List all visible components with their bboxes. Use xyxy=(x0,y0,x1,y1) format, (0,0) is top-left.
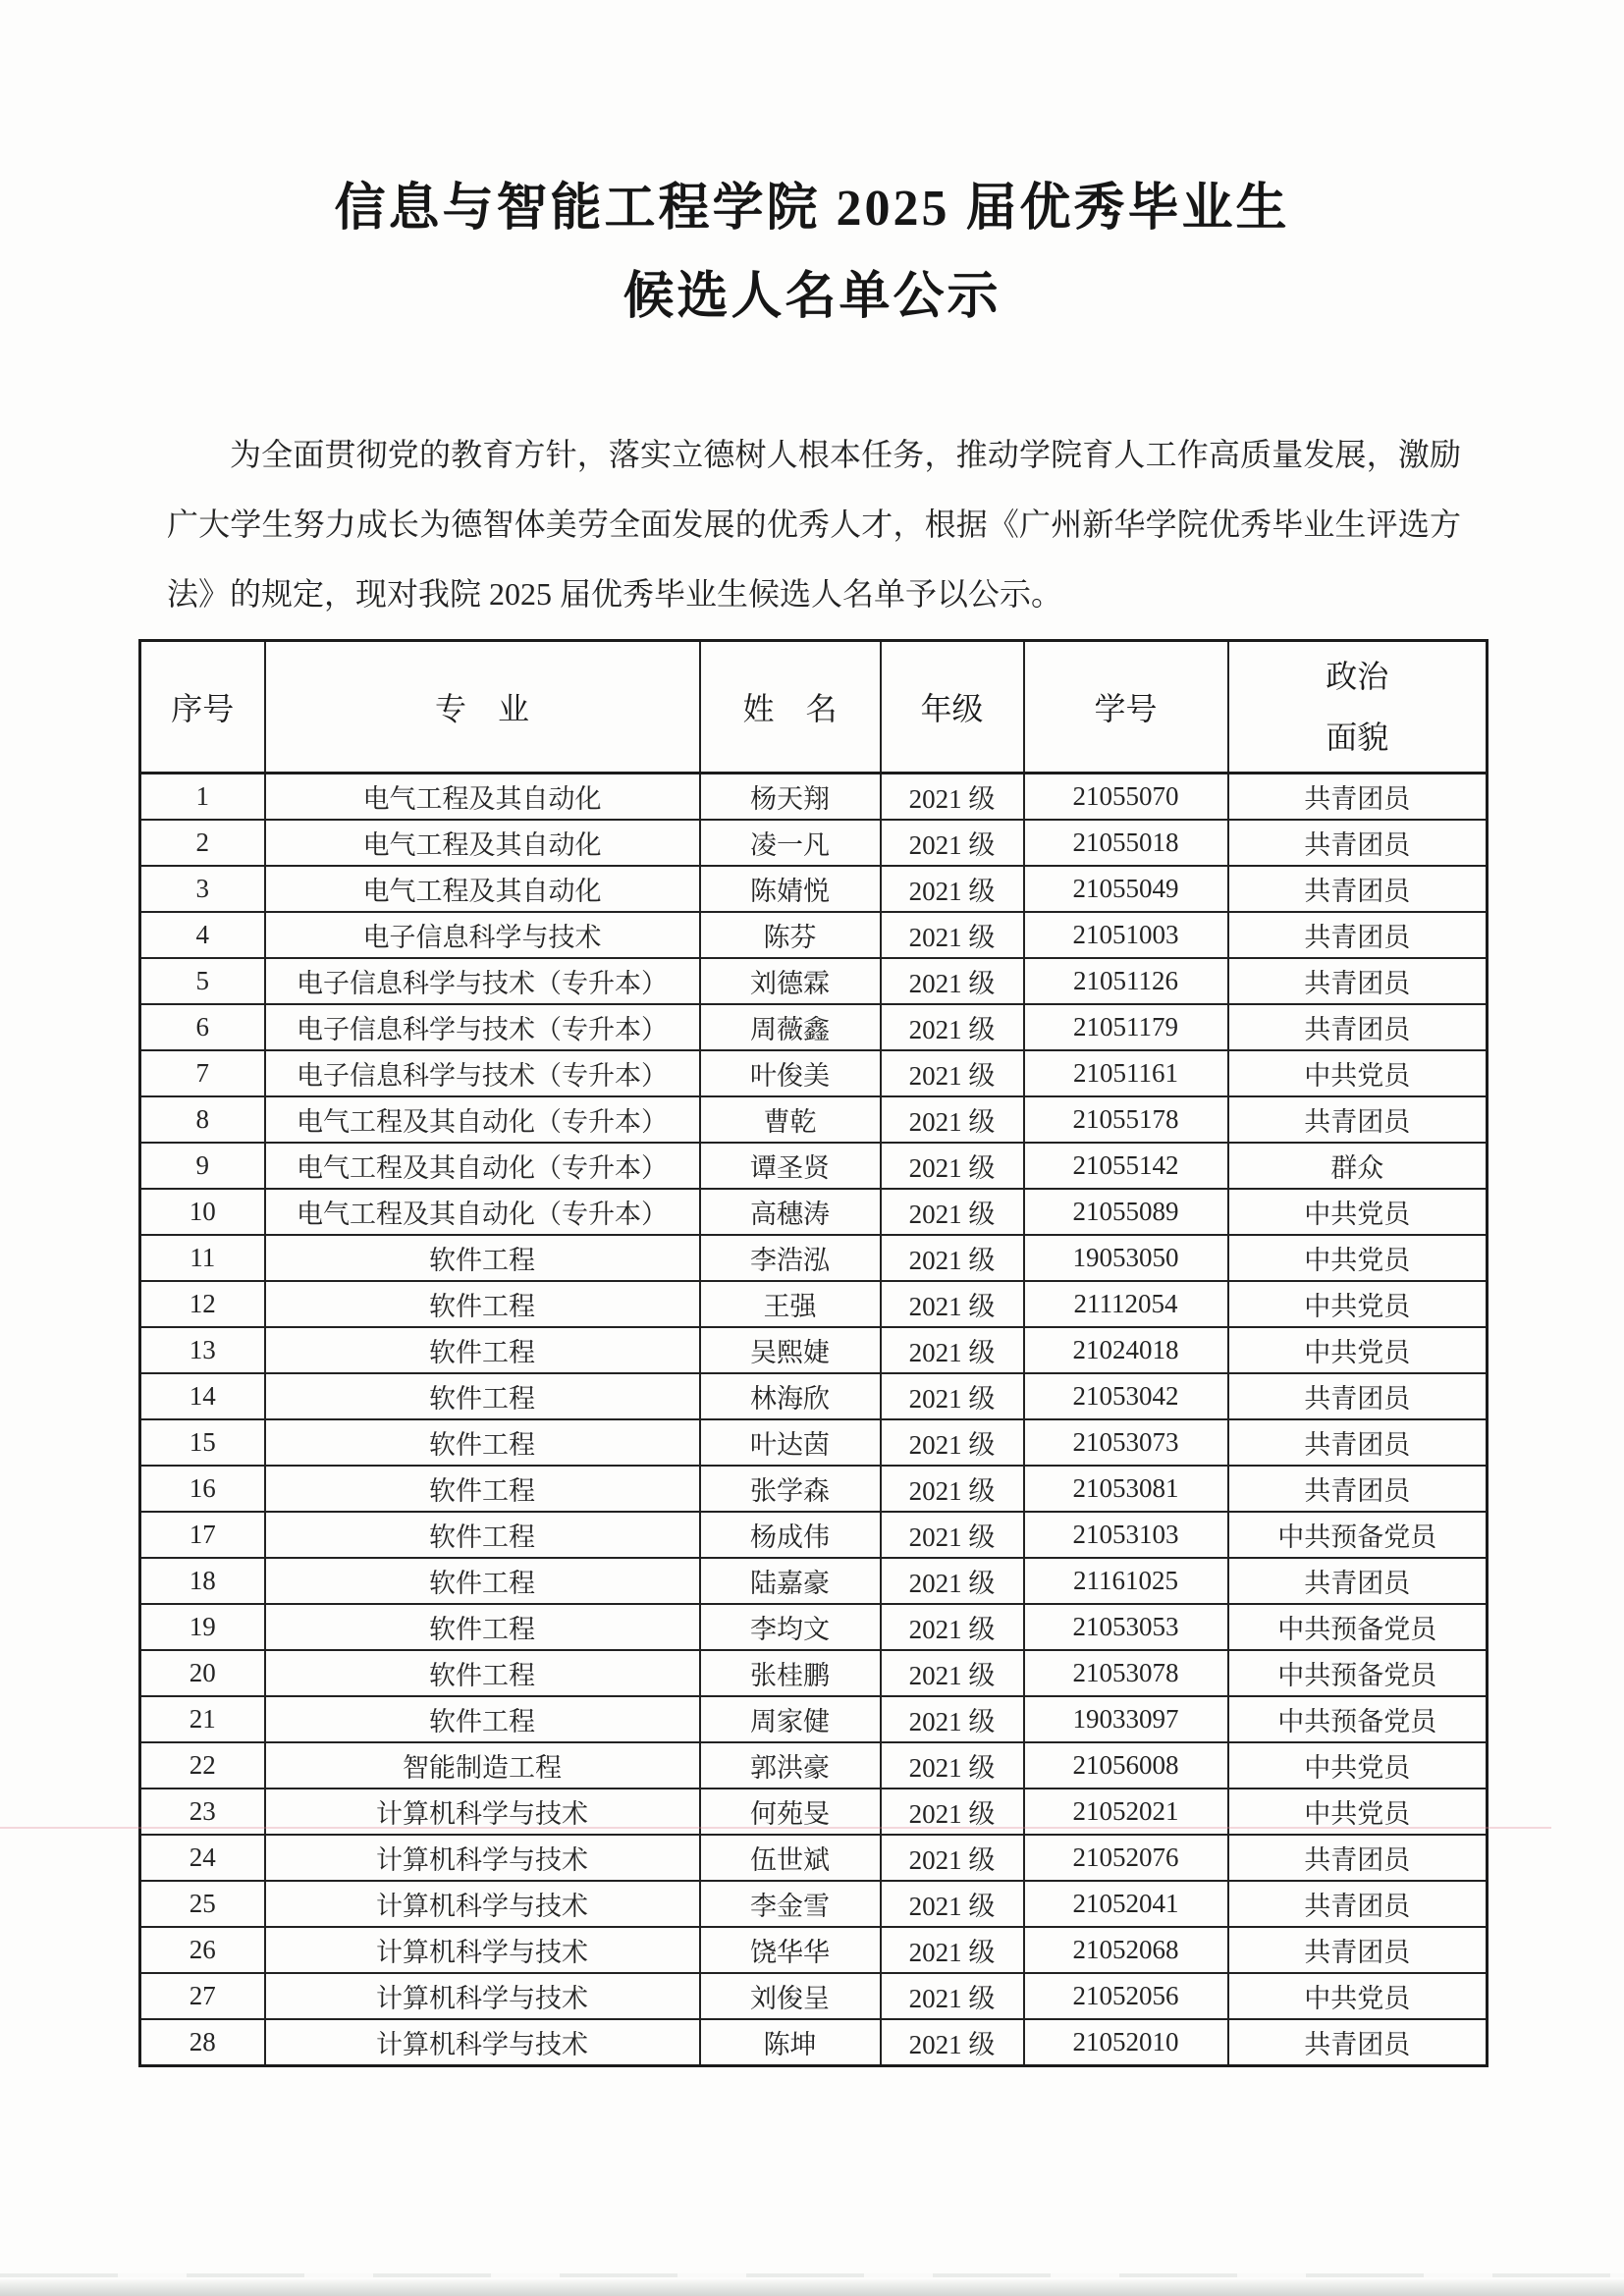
cell-no: 7 xyxy=(140,1050,265,1096)
table-row xyxy=(140,1973,1488,2019)
cell-major: 计算机科学与技术 xyxy=(265,2019,700,2066)
cell-name: 陈芬 xyxy=(700,912,881,958)
table-row xyxy=(140,1789,1488,1835)
header-cell-name: 姓 名 xyxy=(700,641,881,774)
table-row xyxy=(140,1189,1488,1235)
table-row xyxy=(140,1373,1488,1419)
cell-grade: 2021 级 xyxy=(881,1143,1024,1189)
cell-major: 电子信息科学与技术 xyxy=(265,912,700,958)
cell-student-id: 21052041 xyxy=(1024,1881,1228,1927)
cell-no: 8 xyxy=(140,1096,265,1143)
cell-name: 陈婧悦 xyxy=(700,866,881,912)
cell-no: 19 xyxy=(140,1604,265,1650)
cell-grade: 2021 级 xyxy=(881,1927,1024,1973)
cell-student-id: 21053042 xyxy=(1024,1373,1228,1419)
cell-student-id: 21056008 xyxy=(1024,1742,1228,1789)
cell-no: 3 xyxy=(140,866,265,912)
cell-name: 王强 xyxy=(700,1281,881,1327)
cell-no: 23 xyxy=(140,1789,265,1835)
cell-grade: 2021 级 xyxy=(881,1235,1024,1281)
cell-no: 20 xyxy=(140,1650,265,1696)
cell-political: 共青团员 xyxy=(1228,1373,1488,1419)
table-row xyxy=(140,2019,1488,2066)
cell-grade: 2021 级 xyxy=(881,774,1024,821)
cell-major: 电气工程及其自动化 xyxy=(265,774,700,821)
cell-grade: 2021 级 xyxy=(881,1096,1024,1143)
cell-no: 24 xyxy=(140,1835,265,1881)
cell-major: 电气工程及其自动化（专升本） xyxy=(265,1189,700,1235)
cell-grade: 2021 级 xyxy=(881,866,1024,912)
cell-student-id: 21052010 xyxy=(1024,2019,1228,2066)
table-row xyxy=(140,1143,1488,1189)
cell-major: 电气工程及其自动化（专升本） xyxy=(265,1143,700,1189)
cell-political: 共青团员 xyxy=(1228,912,1488,958)
cell-no: 14 xyxy=(140,1373,265,1419)
cell-major: 软件工程 xyxy=(265,1696,700,1742)
table-row xyxy=(140,1650,1488,1696)
table-row xyxy=(140,866,1488,912)
cell-name: 刘俊呈 xyxy=(700,1973,881,2019)
cell-grade: 2021 级 xyxy=(881,1373,1024,1419)
cell-student-id: 21055018 xyxy=(1024,820,1228,866)
cell-major: 电子信息科学与技术（专升本） xyxy=(265,958,700,1004)
cell-student-id: 21051179 xyxy=(1024,1004,1228,1050)
cell-major: 计算机科学与技术 xyxy=(265,1835,700,1881)
cell-student-id: 21051126 xyxy=(1024,958,1228,1004)
cell-grade: 2021 级 xyxy=(881,1696,1024,1742)
cell-student-id: 19033097 xyxy=(1024,1696,1228,1742)
cell-political: 中共党员 xyxy=(1228,1327,1488,1373)
cell-no: 16 xyxy=(140,1466,265,1512)
cell-student-id: 21053078 xyxy=(1024,1650,1228,1696)
cell-name: 李金雪 xyxy=(700,1881,881,1927)
cell-political: 中共党员 xyxy=(1228,1235,1488,1281)
cell-name: 周薇鑫 xyxy=(700,1004,881,1050)
cell-grade: 2021 级 xyxy=(881,2019,1024,2066)
cell-grade: 2021 级 xyxy=(881,1558,1024,1604)
cell-major: 电气工程及其自动化 xyxy=(265,820,700,866)
table-row xyxy=(140,1004,1488,1050)
table-body xyxy=(140,774,1488,2066)
cell-student-id: 21055089 xyxy=(1024,1189,1228,1235)
cell-student-id: 21051003 xyxy=(1024,912,1228,958)
header-cell-major: 专 业 xyxy=(265,641,700,774)
cell-political: 中共预备党员 xyxy=(1228,1512,1488,1558)
cell-name: 杨成伟 xyxy=(700,1512,881,1558)
cell-no: 6 xyxy=(140,1004,265,1050)
cell-name: 叶达茵 xyxy=(700,1419,881,1466)
cell-political: 共青团员 xyxy=(1228,774,1488,821)
cell-major: 软件工程 xyxy=(265,1650,700,1696)
cell-student-id: 21052076 xyxy=(1024,1835,1228,1881)
cell-major: 电子信息科学与技术（专升本） xyxy=(265,1050,700,1096)
cell-no: 12 xyxy=(140,1281,265,1327)
table-row xyxy=(140,1281,1488,1327)
cell-major: 计算机科学与技术 xyxy=(265,1789,700,1835)
candidates-table xyxy=(138,639,1489,2067)
cell-grade: 2021 级 xyxy=(881,1881,1024,1927)
table-row xyxy=(140,1742,1488,1789)
cell-student-id: 21055070 xyxy=(1024,774,1228,821)
cell-no: 28 xyxy=(140,2019,265,2066)
cell-grade: 2021 级 xyxy=(881,958,1024,1004)
cell-political: 共青团员 xyxy=(1228,1927,1488,1973)
cell-name: 曹乾 xyxy=(700,1096,881,1143)
cell-name: 林海欣 xyxy=(700,1373,881,1419)
cell-no: 27 xyxy=(140,1973,265,2019)
cell-student-id: 21053053 xyxy=(1024,1604,1228,1650)
cell-major: 软件工程 xyxy=(265,1419,700,1466)
cell-no: 4 xyxy=(140,912,265,958)
cell-political: 共青团员 xyxy=(1228,866,1488,912)
cell-name: 伍世斌 xyxy=(700,1835,881,1881)
cell-political: 共青团员 xyxy=(1228,1004,1488,1050)
cell-name: 张桂鹏 xyxy=(700,1650,881,1696)
table-row xyxy=(140,1927,1488,1973)
cell-student-id: 21052021 xyxy=(1024,1789,1228,1835)
cell-political: 群众 xyxy=(1228,1143,1488,1189)
cell-major: 软件工程 xyxy=(265,1327,700,1373)
cell-no: 2 xyxy=(140,820,265,866)
cell-no: 1 xyxy=(140,774,265,821)
cell-name: 何苑旻 xyxy=(700,1789,881,1835)
header-cell-no: 序号 xyxy=(140,641,265,774)
cell-grade: 2021 级 xyxy=(881,820,1024,866)
cell-no: 26 xyxy=(140,1927,265,1973)
cell-student-id: 21055142 xyxy=(1024,1143,1228,1189)
header-political-line-2: 面貌 xyxy=(1326,720,1389,755)
table-row xyxy=(140,1419,1488,1466)
cell-major: 软件工程 xyxy=(265,1466,700,1512)
cell-political: 中共党员 xyxy=(1228,1789,1488,1835)
cell-name: 李浩泓 xyxy=(700,1235,881,1281)
cell-grade: 2021 级 xyxy=(881,1281,1024,1327)
cell-student-id: 21161025 xyxy=(1024,1558,1228,1604)
table-row xyxy=(140,1096,1488,1143)
cell-major: 软件工程 xyxy=(265,1373,700,1419)
table-row xyxy=(140,1558,1488,1604)
cell-no: 18 xyxy=(140,1558,265,1604)
cell-name: 陈坤 xyxy=(700,2019,881,2066)
cell-grade: 2021 级 xyxy=(881,1466,1024,1512)
cell-name: 高穗涛 xyxy=(700,1189,881,1235)
cell-major: 软件工程 xyxy=(265,1558,700,1604)
cell-name: 谭圣贤 xyxy=(700,1143,881,1189)
cell-student-id: 21112054 xyxy=(1024,1281,1228,1327)
cell-name: 吴熙婕 xyxy=(700,1327,881,1373)
table-row xyxy=(140,1604,1488,1650)
cell-political: 中共预备党员 xyxy=(1228,1696,1488,1742)
cell-name: 陆嘉豪 xyxy=(700,1558,881,1604)
cell-political: 中共预备党员 xyxy=(1228,1650,1488,1696)
header-cell-student-id: 学号 xyxy=(1024,641,1228,774)
cell-student-id: 21053103 xyxy=(1024,1512,1228,1558)
page-bottom-scan-edge xyxy=(0,2279,1624,2296)
cell-political: 中共党员 xyxy=(1228,1189,1488,1235)
cell-no: 15 xyxy=(140,1419,265,1466)
cell-student-id: 19053050 xyxy=(1024,1235,1228,1281)
cell-political: 共青团员 xyxy=(1228,958,1488,1004)
cell-major: 计算机科学与技术 xyxy=(265,1881,700,1927)
cell-student-id: 21055049 xyxy=(1024,866,1228,912)
cell-grade: 2021 级 xyxy=(881,1189,1024,1235)
header-cell-political xyxy=(1228,641,1488,774)
cell-major: 软件工程 xyxy=(265,1604,700,1650)
cell-no: 21 xyxy=(140,1696,265,1742)
cell-political: 共青团员 xyxy=(1228,1096,1488,1143)
cell-major: 电气工程及其自动化 xyxy=(265,866,700,912)
cell-no: 22 xyxy=(140,1742,265,1789)
cell-name: 李均文 xyxy=(700,1604,881,1650)
cell-name: 周家健 xyxy=(700,1696,881,1742)
table-row xyxy=(140,1050,1488,1096)
cell-no: 17 xyxy=(140,1512,265,1558)
cell-name: 饶华华 xyxy=(700,1927,881,1973)
cell-name: 凌一凡 xyxy=(700,820,881,866)
cell-no: 13 xyxy=(140,1327,265,1373)
cell-name: 刘德霖 xyxy=(700,958,881,1004)
cell-political: 中共党员 xyxy=(1228,1050,1488,1096)
cell-grade: 2021 级 xyxy=(881,1512,1024,1558)
cell-political: 共青团员 xyxy=(1228,1835,1488,1881)
cell-political: 共青团员 xyxy=(1228,1881,1488,1927)
header-cell-grade: 年级 xyxy=(881,641,1024,774)
table-row xyxy=(140,1327,1488,1373)
cell-grade: 2021 级 xyxy=(881,1789,1024,1835)
cell-political: 共青团员 xyxy=(1228,820,1488,866)
cell-grade: 2021 级 xyxy=(881,1327,1024,1373)
cell-major: 计算机科学与技术 xyxy=(265,1927,700,1973)
cell-student-id: 21024018 xyxy=(1024,1327,1228,1373)
cell-name: 郭洪豪 xyxy=(700,1742,881,1789)
cell-name: 张学森 xyxy=(700,1466,881,1512)
cell-grade: 2021 级 xyxy=(881,1604,1024,1650)
table-row xyxy=(140,1696,1488,1742)
cell-major: 电子信息科学与技术（专升本） xyxy=(265,1004,700,1050)
cell-student-id: 21051161 xyxy=(1024,1050,1228,1096)
cell-major: 智能制造工程 xyxy=(265,1742,700,1789)
cell-no: 10 xyxy=(140,1189,265,1235)
table-row xyxy=(140,774,1488,821)
cell-student-id: 21052068 xyxy=(1024,1927,1228,1973)
title-line-2: 候选人名单公示 xyxy=(623,269,1001,325)
table-row xyxy=(140,1466,1488,1512)
cell-major: 电气工程及其自动化（专升本） xyxy=(265,1096,700,1143)
cell-student-id: 21053073 xyxy=(1024,1419,1228,1466)
title-line-1: 信息与智能工程学院 2025 届优秀毕业生 xyxy=(334,181,1290,237)
cell-political: 共青团员 xyxy=(1228,1558,1488,1604)
table-header-row xyxy=(140,641,1488,774)
cell-name: 杨天翔 xyxy=(700,774,881,821)
table-row xyxy=(140,912,1488,958)
cell-name: 叶俊美 xyxy=(700,1050,881,1096)
cell-no: 11 xyxy=(140,1235,265,1281)
cell-no: 5 xyxy=(140,958,265,1004)
cell-major: 软件工程 xyxy=(265,1235,700,1281)
table-row xyxy=(140,1512,1488,1558)
cell-political: 共青团员 xyxy=(1228,1466,1488,1512)
table-row xyxy=(140,958,1488,1004)
cell-grade: 2021 级 xyxy=(881,1835,1024,1881)
cell-grade: 2021 级 xyxy=(881,1419,1024,1466)
cell-student-id: 21053081 xyxy=(1024,1466,1228,1512)
cell-major: 计算机科学与技术 xyxy=(265,1973,700,2019)
table-row xyxy=(140,1881,1488,1927)
cell-grade: 2021 级 xyxy=(881,1742,1024,1789)
header-political-line-1: 政治 xyxy=(1326,659,1389,694)
cell-student-id: 21055178 xyxy=(1024,1096,1228,1143)
cell-major: 软件工程 xyxy=(265,1512,700,1558)
table-row xyxy=(140,1235,1488,1281)
intro-paragraph: 为全面贯彻党的教育方针，落实立德树人根本任务，推动学院育人工作高质量发展，激励广大学生努力成长为德智体美劳全面发展的优秀人才，根据《广州新华学院优秀毕业生评选方法》的规定，现对我院 2025 届优秀毕业生候选人名单予以公示。 xyxy=(167,437,1461,612)
cell-grade: 2021 级 xyxy=(881,1973,1024,2019)
cell-no: 9 xyxy=(140,1143,265,1189)
cell-grade: 2021 级 xyxy=(881,912,1024,958)
cell-political: 共青团员 xyxy=(1228,1419,1488,1466)
cell-major: 软件工程 xyxy=(265,1281,700,1327)
cell-political: 中共党员 xyxy=(1228,1742,1488,1789)
cell-political: 中共预备党员 xyxy=(1228,1604,1488,1650)
document-title xyxy=(0,0,1624,342)
cell-grade: 2021 级 xyxy=(881,1650,1024,1696)
cell-grade: 2021 级 xyxy=(881,1004,1024,1050)
cell-political: 中共党员 xyxy=(1228,1281,1488,1327)
table-row xyxy=(140,1835,1488,1881)
cell-no: 25 xyxy=(140,1881,265,1927)
cell-student-id: 21052056 xyxy=(1024,1973,1228,2019)
cell-political: 中共党员 xyxy=(1228,1973,1488,2019)
table-row xyxy=(140,820,1488,866)
cell-grade: 2021 级 xyxy=(881,1050,1024,1096)
cell-political: 共青团员 xyxy=(1228,2019,1488,2066)
